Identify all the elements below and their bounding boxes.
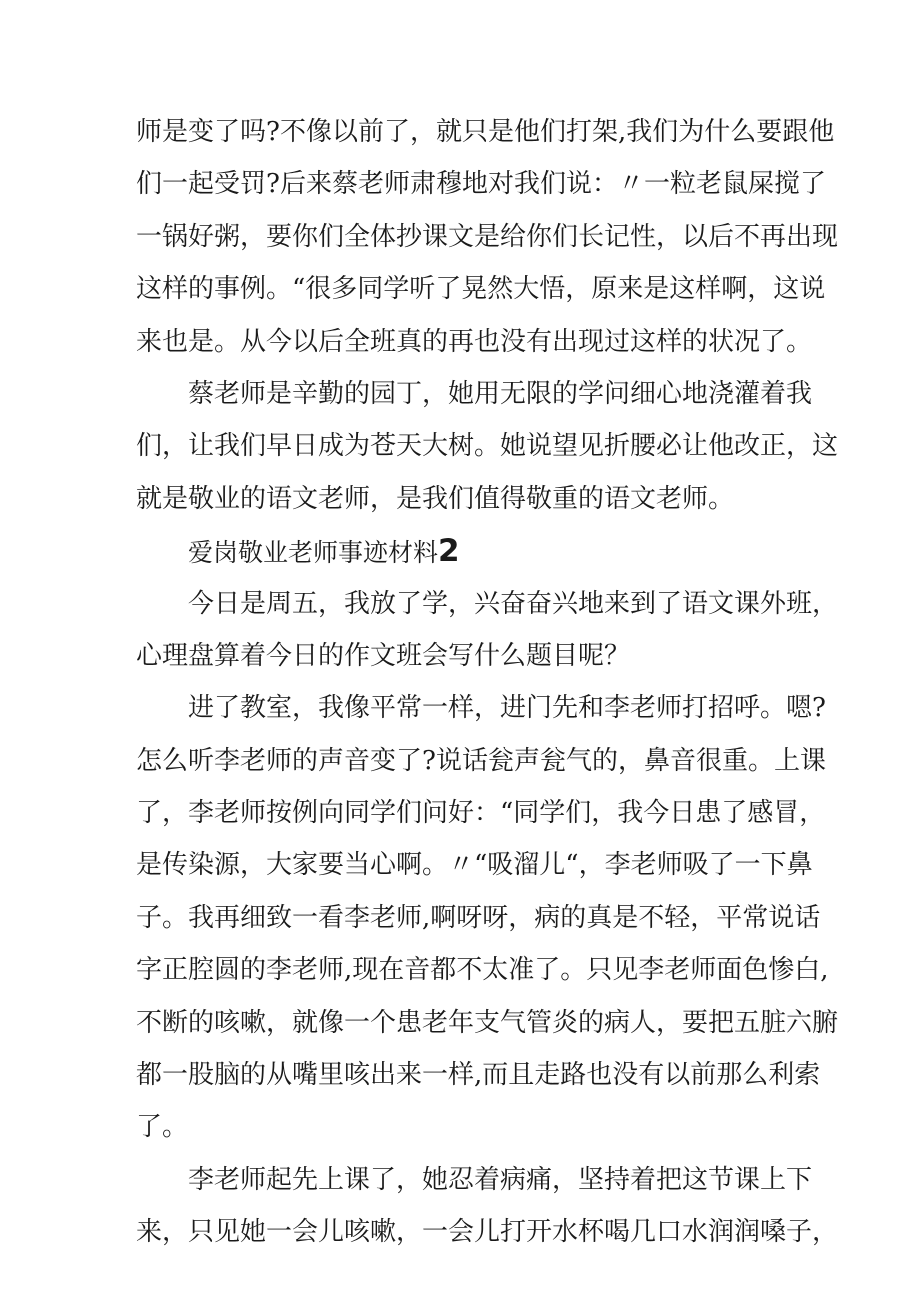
section-heading-number: 2 <box>438 533 460 570</box>
text-line: 心理盘算着今日的作文班会写什么题目呢？ <box>136 640 631 671</box>
text-line: 了，李老师按例向同学们问好：“同学们，我今日患了感冒， <box>136 798 826 829</box>
text-line: 一锅好粥，要你们全体抄课文是给你们长记性，以后不再出现 <box>136 221 839 252</box>
text-line: 李老师起先上课了，她忍着病痛，坚持着把这节课上下 <box>188 1164 813 1195</box>
text-line: 就是敬业的语文老师，是我们值得敬重的语文老师。 <box>136 483 735 514</box>
text-line: 师是变了吗?不像以前了，就只是他们打架,我们为什么要跟他 <box>136 117 835 147</box>
section-heading-text: 爱岗敬业老师事迹材料 <box>188 538 439 568</box>
text-line: 这样的事例。“很多同学听了晃然大悟，原来是这样啊，这说 <box>136 274 826 305</box>
text-line: 了。 <box>136 1112 189 1143</box>
text-line: 今日是周五，我放了学，兴奋奋兴地来到了语文课外班， <box>188 588 839 619</box>
text-line: 蔡老师是辛勤的园丁，她用无限的学问细心地浇灌着我 <box>188 378 813 409</box>
text-line: 是传染源，大家要当心啊。〃“吸溜儿“，李老师吸了一下鼻 <box>136 850 813 881</box>
text-line: 字正腔圆的李老师,现在音都不太准了。只见李老师面色惨白, <box>136 955 829 986</box>
section-heading <box>136 525 796 577</box>
text-line: 进了教室，我像平常一样，进门先和李老师打招呼。嗯? <box>188 693 826 724</box>
text-line: 都一股脑的从嘴里咳出来一样,而且走路也没有以前那么利索 <box>136 1060 821 1091</box>
text-line: 来，只见她一会儿咳嗽，一会儿打开水杯喝几口水润润嗓子， <box>136 1217 839 1248</box>
text-line: 子。我再细致一看李老师,啊呀呀，病的真是不轻，平常说话 <box>136 902 821 933</box>
text-line: 们一起受罚?后来蔡老师肃穆地对我们说：〃一粒老鼠屎搅了 <box>136 169 826 200</box>
text-line: 不断的咳嗽，就像一个患老年支气管炎的病人，要把五脏六腑 <box>136 1007 839 1038</box>
text-line: 来也是。从今以后全班真的再也没有出现过这样的状况了。 <box>136 326 813 357</box>
text-line: 们，让我们早日成为苍天大树。她说望见折腰必让他改正，这 <box>136 431 839 462</box>
text-line: 怎么听李老师的声音变了?说话瓮声瓮气的，鼻音很重。上课 <box>136 745 826 776</box>
document-body <box>136 106 839 1259</box>
